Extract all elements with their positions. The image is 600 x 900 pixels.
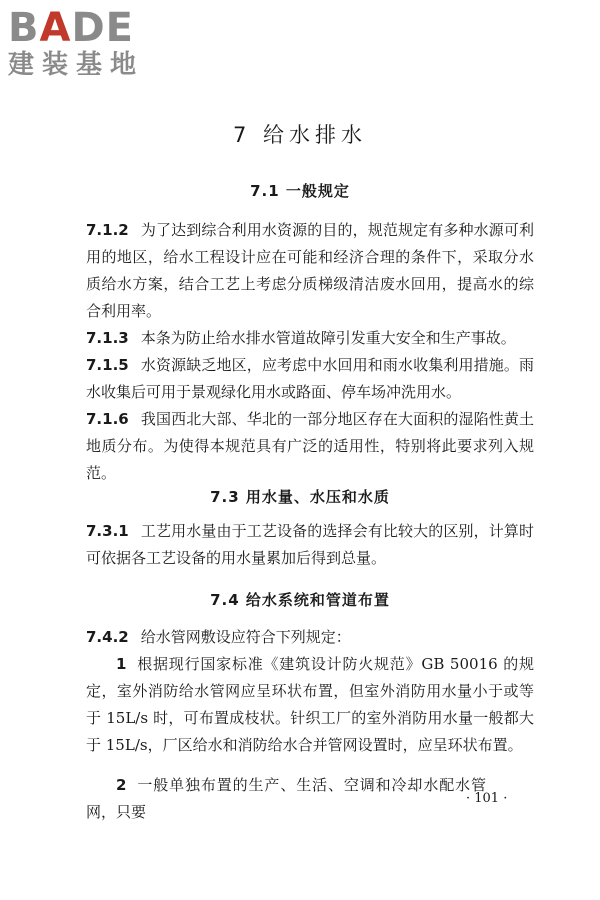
item-number: 2 [116,776,127,794]
logo-wordmark: BADE [8,5,134,51]
clause-text: 为了达到综合利用水资源的目的，规范规定有多种水源可利用的地区，给水工程设计应在可能和经济合理的条件下，采取分水质给水方案，结合工艺上考虑分质梯级清洁废水回用，提高水的综合利用率。 [86,221,534,320]
clause-7-1-2 [86,217,534,325]
clause-7-1-3 [86,325,534,352]
clause-text: 工艺用水量由于工艺设备的选择会有比较大的区别，计算时可依据各工艺设备的用水量累加后得到总量。 [86,522,534,567]
clause-text: 给水管网敷设应符合下列规定： [140,628,351,646]
page-number: · 101 · [466,791,508,806]
brand-logo [8,6,176,80]
clause-number: 7.1.6 [86,410,129,428]
clause-number: 7.1.3 [86,329,129,347]
clause-7-4-2 [86,624,534,651]
clause-number: 7.1.2 [86,221,129,239]
clause-7-1-5 [86,352,534,406]
logo-chinese-text: 建装基地 [8,50,145,80]
section-title-7-1: 7.1 一般规定 [250,182,350,200]
item-text: 一般单独布置的生产、生活、空调和冷却水配水管网，只要 [86,776,486,821]
clause-number: 7.4.2 [86,628,129,646]
clause-text: 水资源缺乏地区，应考虑中水回用和雨水收集利用措施。雨水收集后可用于景观绿化用水或路面、停车场冲洗用水。 [86,356,534,401]
clause-text: 本条为防止给水排水管道故障引发重大安全和生产事故。 [140,329,516,347]
item-number: 1 [116,655,127,673]
item-text: 根据现行国家标准《建筑设计防火规范》GB 50016 的规定，室外消防给水管网应呈环状布置，但室外消防用水量小于或等于 15L/s 时，可布置成枝状。针织工厂的室外消防用水量一般都大于 15L/s，厂区给水和消防给水合并管网设置时，应呈环状布置。 [86,655,534,754]
section-title-7-3: 7.3 用水量、水压和水质 [210,488,390,506]
clause-text: 我国西北大部、华北的一部分地区存在大面积的湿陷性黄土地质分布。为使得本规范具有广泛的适用性，特别将此要求列入规范。 [86,410,534,482]
chapter-title: 7 给水排水 [232,123,368,147]
clause-7-3-1 [86,518,534,572]
clause-number: 7.3.1 [86,522,129,540]
list-item-1 [86,651,534,759]
clause-7-1-6 [86,406,534,487]
clause-number: 7.1.5 [86,356,129,374]
list-item-2 [86,772,486,826]
section-title-7-4: 7.4 给水系统和管道布置 [210,591,390,609]
